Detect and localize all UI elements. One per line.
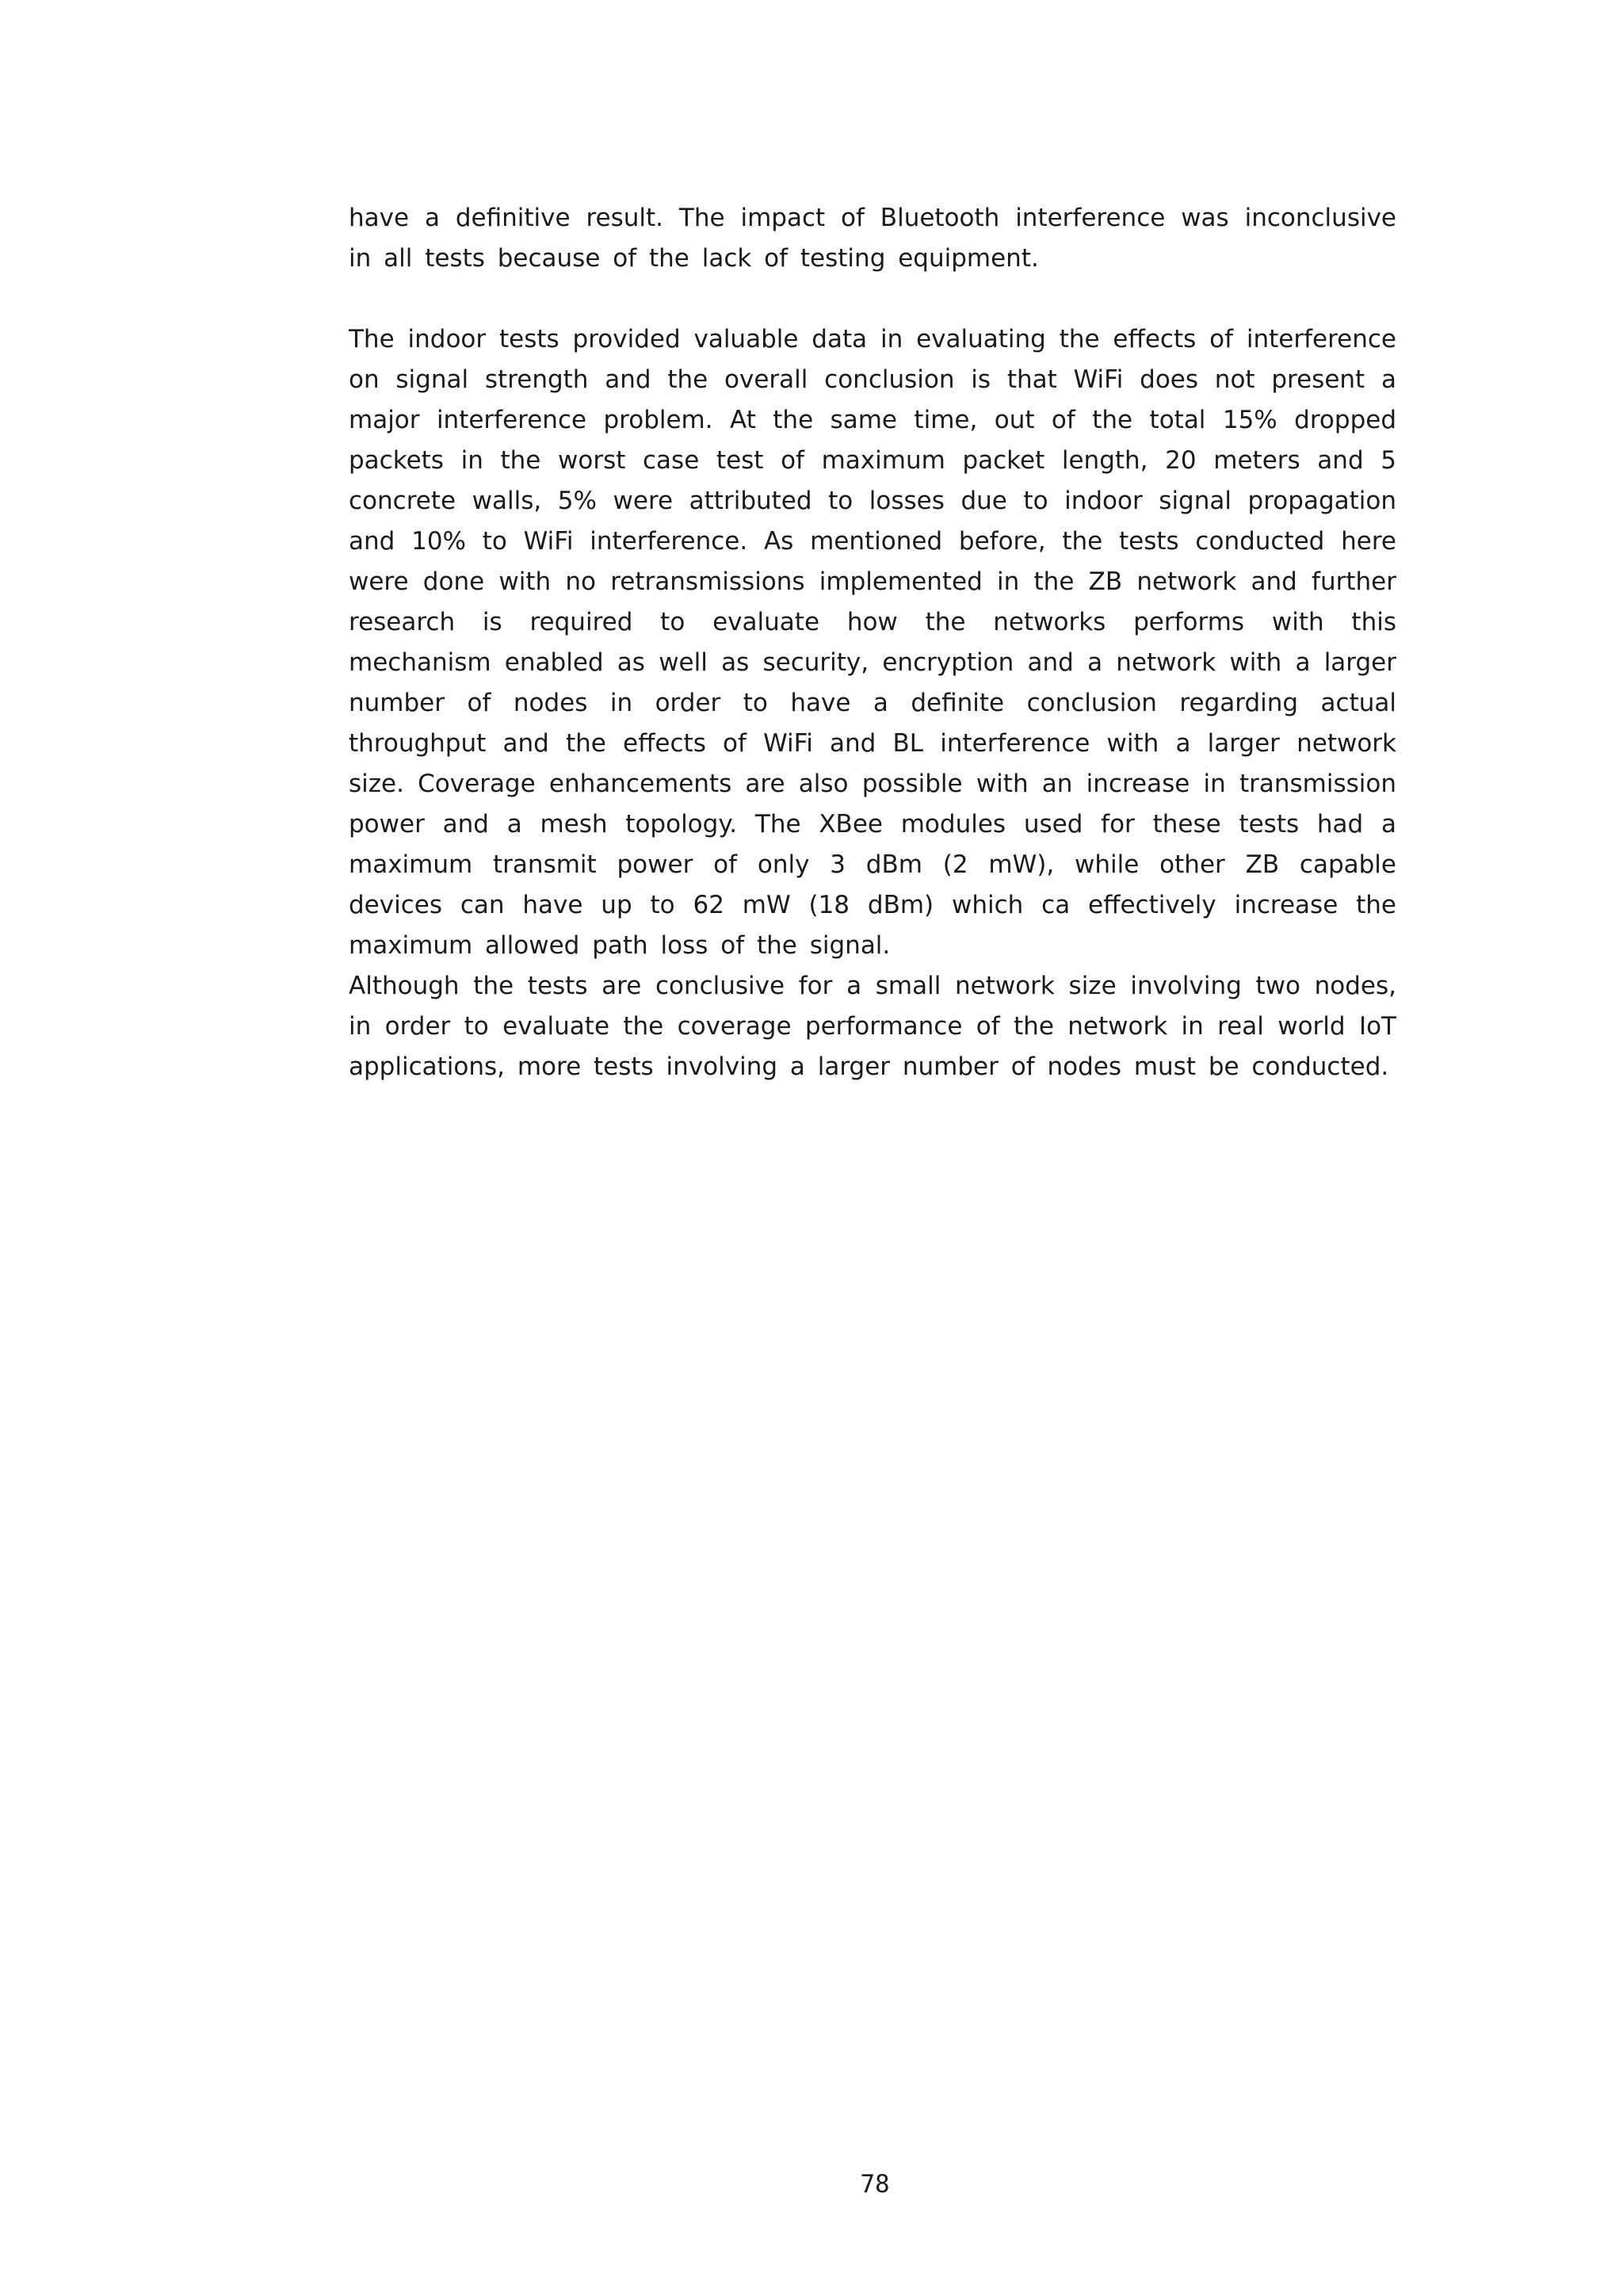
paragraph-conclusion (349, 966, 1396, 1087)
paragraph-continuation (349, 198, 1396, 279)
paragraph-text: Although the tests are conclusive for a small network size involving two nodes, in order to evaluate the coverage performance of the network in real world IoT applications, more tests involving a larger number of nodes must be conducted. (349, 972, 1396, 1081)
paragraph-text: have a definitive result. The impact of Bluetooth interference was inconclusive in all tests because of the lack of testing equipment. (349, 204, 1396, 273)
paragraph-text: The indoor tests provided valuable data in evaluating the effects of interference on signal strength and the overall conclusion is that WiFi does not present a major interference problem. At the same time, out of the total 15% dropped packets in the worst case test of maximum packet length, 20 meters and 5 concrete walls, 5% were attributed to losses due to indoor signal propagation and 10% to WiFi interference. As mentioned before, the tests conducted here were done with no retransmissions implemented in the ZB network and further research is required to evaluate how the networks performs with this mechanism enabled as well as security, encryption and a network with a larger number of nodes in order to have a definite conclusion regarding actual throughput and the effects of WiFi and BL interference with a larger network size. Coverage enhancements are also possible with an increase in transmission power and a mesh topology. The XBee modules used for these tests had a maximum transmit power of only 3 dBm (2 mW), while other ZB capable devices can have up to 62 mW (18 dBm) which ca effectively increase the maximum allowed path loss of the signal. (349, 325, 1396, 960)
paragraph-indoor-tests (349, 319, 1396, 966)
page-number: 78 (860, 2170, 890, 2199)
